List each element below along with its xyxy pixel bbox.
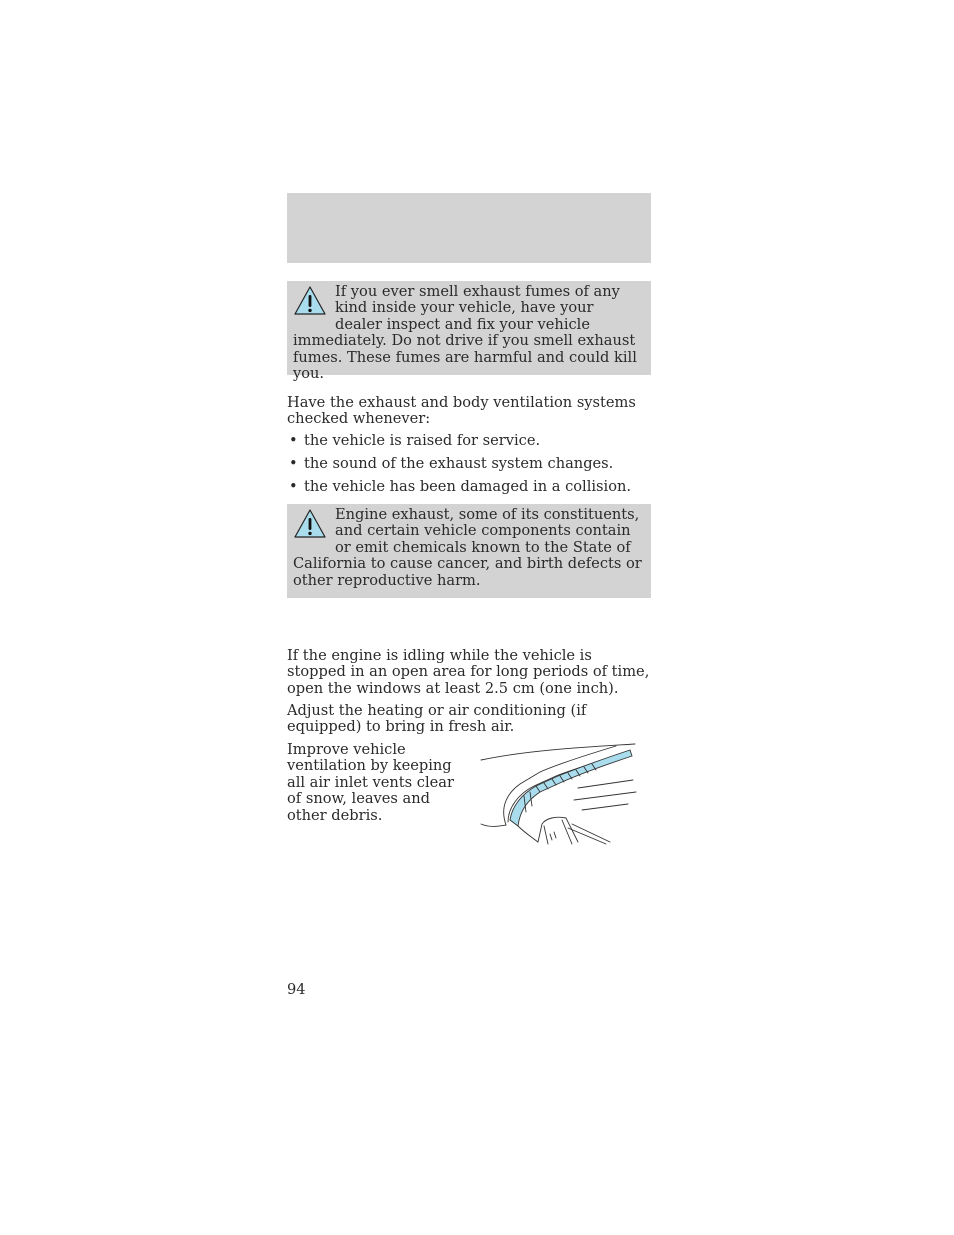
list-item: • the vehicle has been damaged in a collision.	[289, 478, 632, 495]
inspection-conditions-list	[287, 433, 651, 502]
list-item: • the sound of the exhaust system changes.	[289, 455, 614, 472]
california-chemicals-warning	[287, 504, 651, 598]
bullet-dot: •	[289, 455, 298, 472]
warning-text: Engine exhaust, some of its constituents, and certain vehicle components contain or emit chemicals known to the State of California to cause cancer, and birth defects or other reproductive harm.	[293, 506, 642, 589]
bullet-dot: •	[289, 432, 298, 449]
air-inlet-vent-illustration	[478, 742, 638, 846]
bullet-dot: •	[289, 478, 298, 495]
page-number: 94	[287, 981, 306, 998]
fresh-air-paragraph: Adjust the heating or air conditioning (if equipped) to bring in fresh air.	[287, 702, 587, 736]
idling-paragraph: If the engine is idling while the vehicle is stopped in an open area for long periods of time, open the windows at least 2.5 cm (one inch).	[287, 647, 650, 697]
warning-triangle-icon	[293, 507, 329, 541]
section-header-band	[287, 193, 651, 263]
warning-triangle-icon	[293, 284, 329, 318]
air-inlet-paragraph: Improve vehicle ventilation by keeping all air inlet vents clear of snow, leaves and other debris.	[287, 741, 454, 824]
list-item: • the vehicle is raised for service.	[289, 432, 541, 449]
exhaust-fumes-warning	[287, 281, 651, 383]
ventilation-intro: Have the exhaust and body ventilation systems checked whenever:	[287, 394, 636, 428]
warning-text: If you ever smell exhaust fumes of any kind inside your vehicle, have your dealer inspect and fix your vehicle immediately. Do not drive if you smell exhaust fumes. These fumes are harmful and could kill you.	[293, 283, 637, 383]
